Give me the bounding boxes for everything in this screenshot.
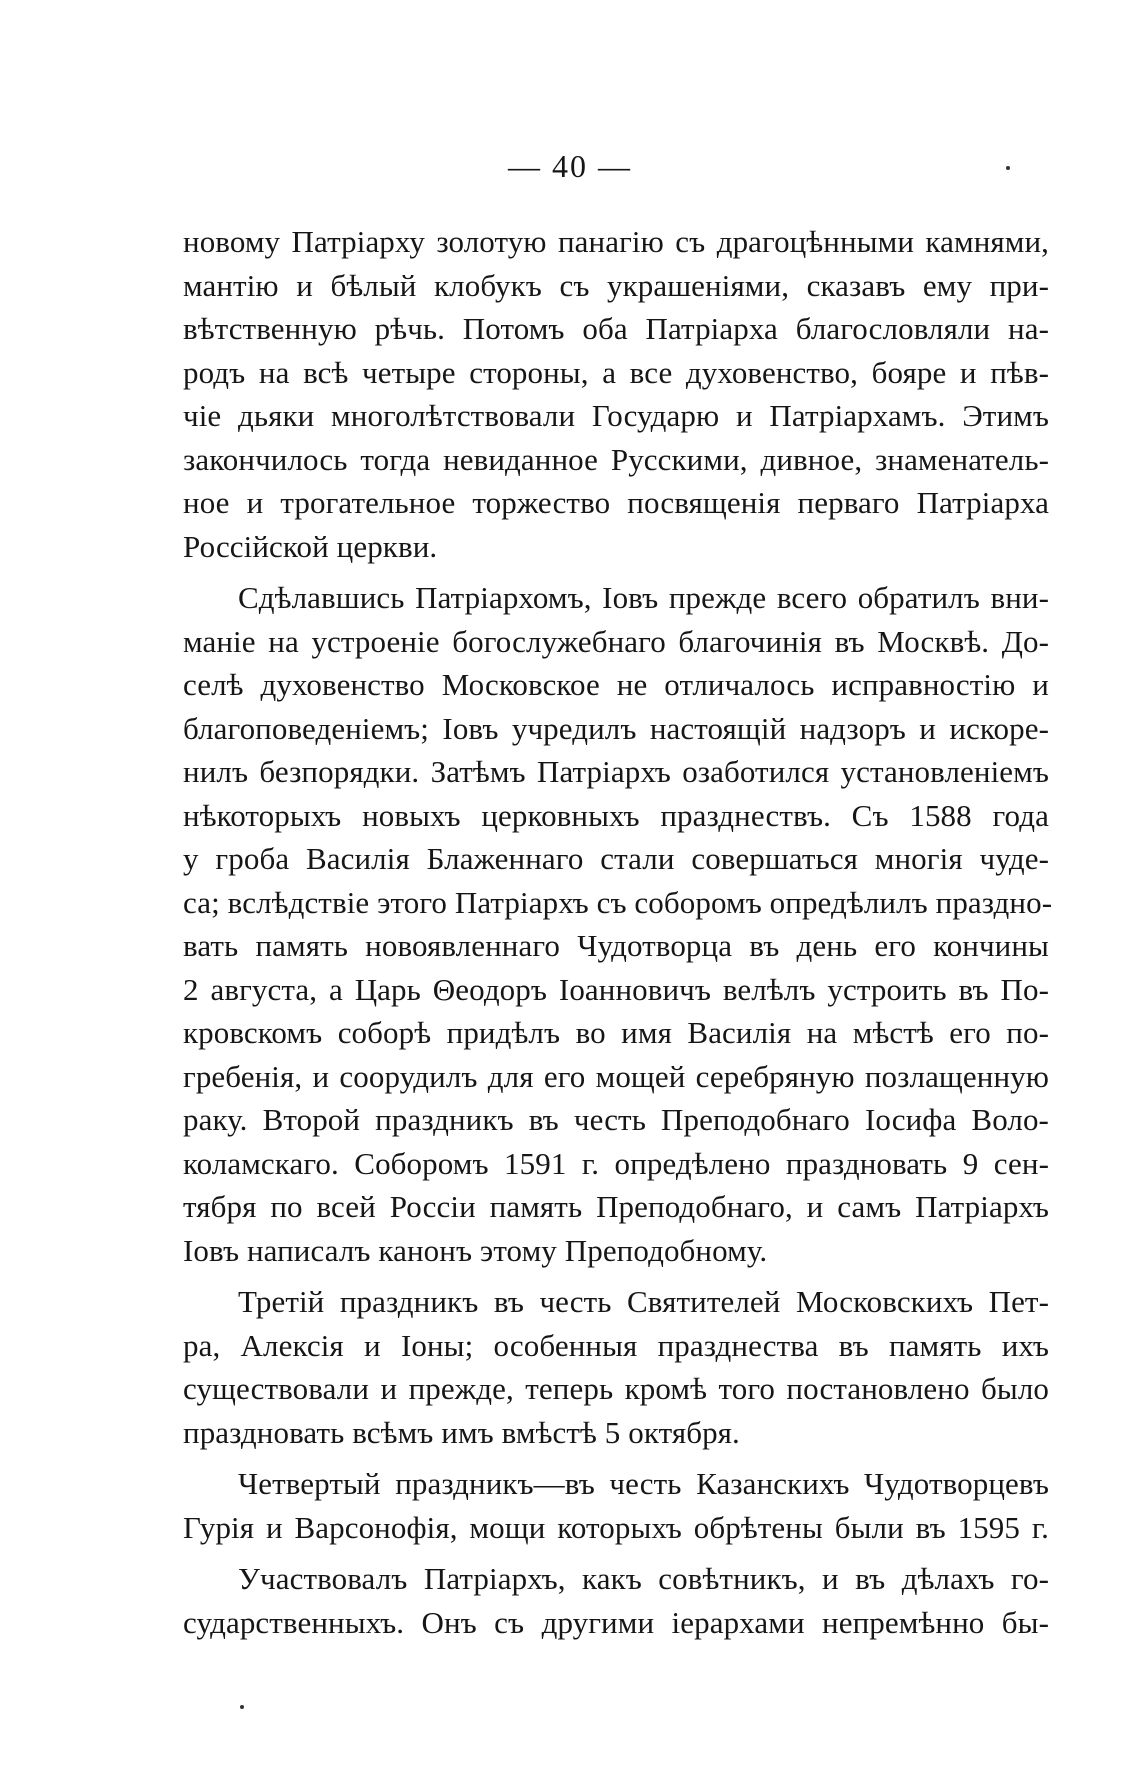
text-line: вать память новоявленнаго Чудотворца въ день его кончины xyxy=(183,928,1049,963)
text-line: у гроба Василія Блаженнаго стали совершаться многія чуде- xyxy=(183,841,1049,876)
text-line: селѣ духовенство Московское не отличалось исправностію и xyxy=(183,667,1049,702)
paragraph xyxy=(183,576,1053,1272)
text-line: ное и трогательное торжество посвященія перваго Патріарха xyxy=(183,485,1049,520)
text-line: Третій праздникъ въ честь Святителей Московскихъ Пет- xyxy=(238,1284,1049,1319)
text-line: нилъ безпорядки. Затѣмъ Патріархъ озаботился установленіемъ xyxy=(183,754,1049,789)
scan-speck xyxy=(240,1705,244,1709)
text-line: вѣтственную рѣчь. Потомъ оба Патріарха благословляли на- xyxy=(183,311,1049,346)
text-line: Участвовалъ Патріархъ, какъ совѣтникъ, и въ дѣлахъ го- xyxy=(238,1561,1049,1596)
text-line: раку. Второй праздникъ въ честь Преподобнаго Іосифа Воло- xyxy=(183,1102,1049,1137)
text-line: нѣкоторыхъ новыхъ церковныхъ празднествъ. Съ 1588 года xyxy=(183,797,1049,833)
text-line: тября по всей Россіи память Преподобнаго, и самъ Патріархъ xyxy=(183,1189,1049,1224)
text-line: существовали и прежде, теперь кромѣ того постановлено было xyxy=(183,1371,1049,1406)
text-line: новому Патріарху золотую панагію съ драгоцѣнными камнями, xyxy=(183,224,1049,259)
text-line: Четвертый праздникъ—въ честь Казанскихъ Чудотворцевъ xyxy=(238,1466,1049,1501)
text-line: са; вслѣдствіе этого Патріархъ съ соборомъ опредѣлилъ праздно- xyxy=(183,884,1053,920)
text-line: коламскаго. Соборомъ 1591 г. опредѣлено праздновать 9 сен- xyxy=(183,1145,1049,1181)
text-line: ра, Алексія и Іоны; особенныя празднества въ память ихъ xyxy=(183,1327,1049,1363)
text-line: 2 августа, а Царь Θеодоръ Іоанновичъ велѣлъ устроить въ По- xyxy=(183,971,1049,1007)
text-line: Россійской церкви. xyxy=(183,528,438,564)
text-line: чіе дьяки многолѣтствовали Государю и Патріархамъ. Этимъ xyxy=(183,398,1049,433)
text-line: сударственныхъ. Онъ съ другими іерархами непремѣнно бы- xyxy=(183,1604,1049,1640)
scan-speck xyxy=(1006,166,1010,170)
text-line: Гурія и Варсонофія, мощи которыхъ обрѣтены были въ 1595 г. xyxy=(183,1509,1049,1545)
paragraph xyxy=(183,1280,1049,1454)
text-line: гребенія, и соорудилъ для его мощей серебряную позлащенную xyxy=(183,1058,1049,1094)
text-line: Сдѣлавшись Патріархомъ, Іовъ прежде всего обратилъ вни- xyxy=(238,580,1049,615)
text-line: праздновать всѣмъ имъ вмѣстѣ 5 октября. xyxy=(183,1414,740,1450)
text-line: благоповеденіемъ; Іовъ учредилъ настоящій надзоръ и искоре- xyxy=(183,710,1049,746)
paragraph xyxy=(183,1557,1049,1644)
text-line: кровскомъ соборѣ придѣлъ во имя Василія на мѣстѣ его по- xyxy=(183,1015,1049,1050)
page-number: — 40 — xyxy=(508,148,632,184)
body-text xyxy=(183,220,1053,1644)
paragraph xyxy=(183,220,1049,568)
text-line: Іовъ написалъ канонъ этому Преподобному. xyxy=(183,1232,768,1268)
text-line: маніе на устроеніе богослужебнаго благочинія въ Москвѣ. До- xyxy=(183,623,1049,659)
text-line: родъ на всѣ четыре стороны, а все духовенство, бояре и пѣв- xyxy=(183,354,1049,390)
text-line: закончилось тогда невиданное Русскими, дивное, знаменатель- xyxy=(183,441,1049,477)
text-line: мантію и бѣлый клобукъ съ украшеніями, сказавъ ему при- xyxy=(183,267,1049,303)
paragraph xyxy=(183,1462,1049,1549)
